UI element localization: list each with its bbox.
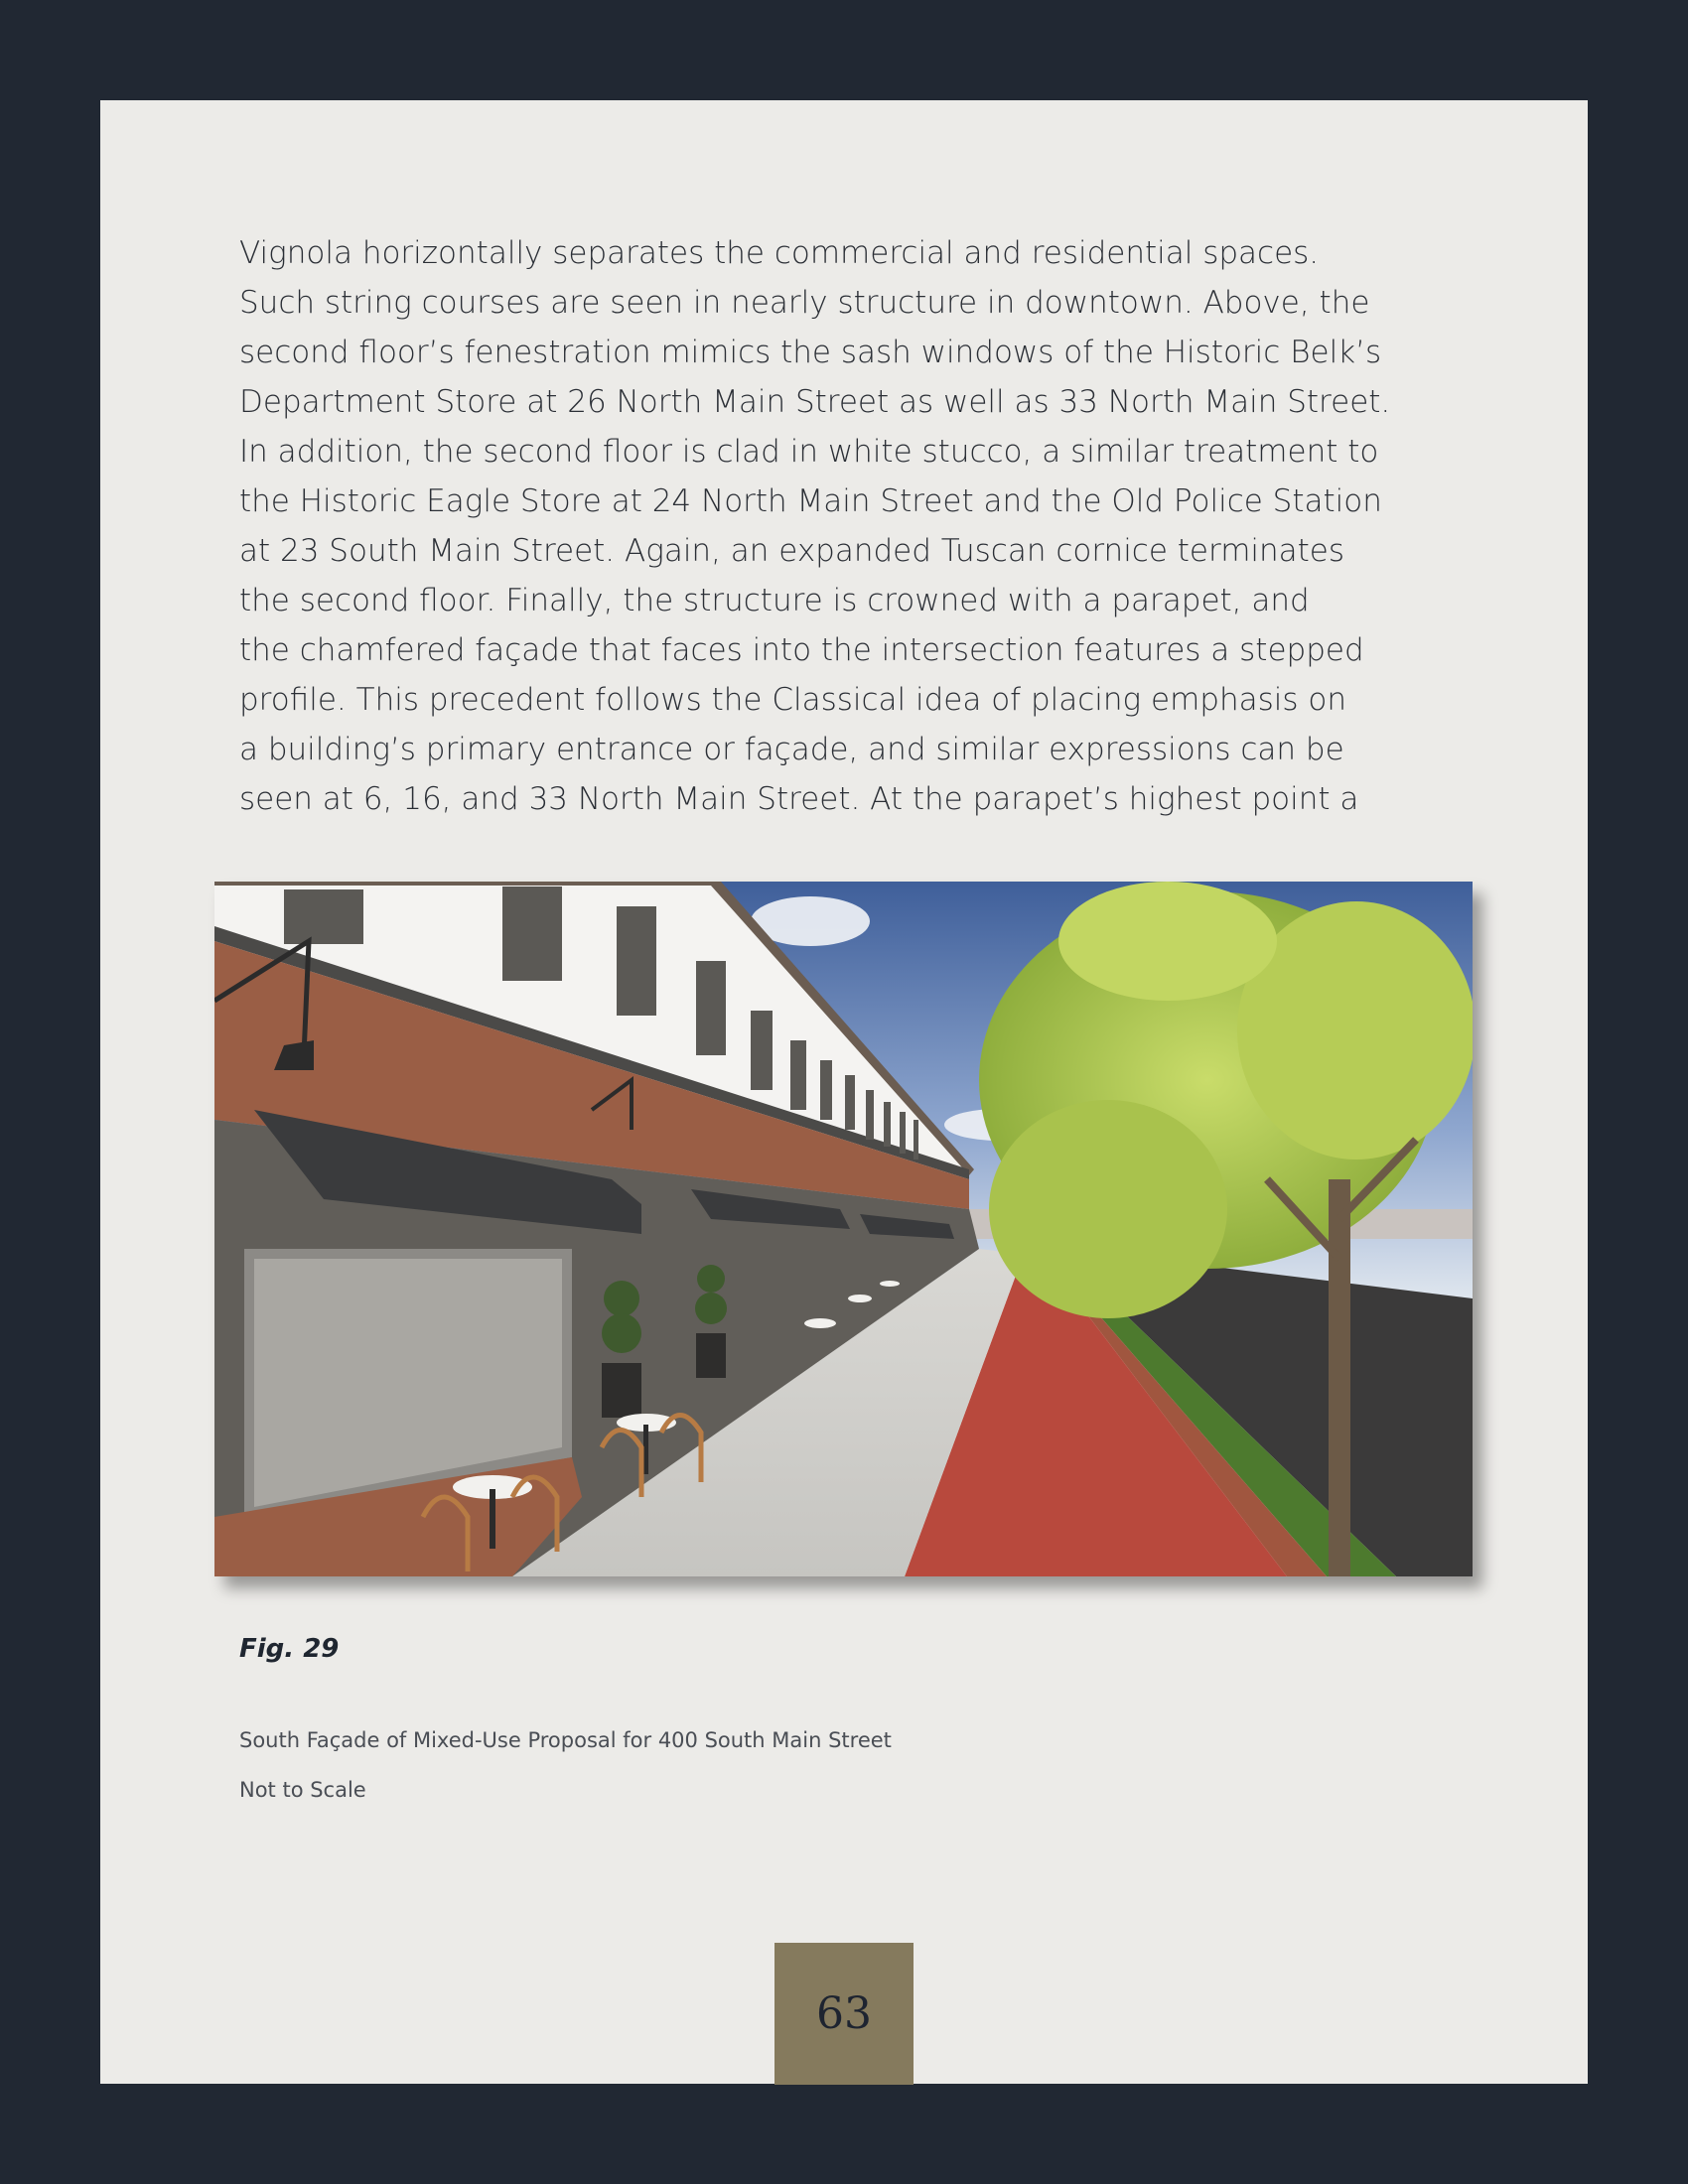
page-number: 63 bbox=[774, 1943, 914, 2085]
body-line: the second floor. Finally, the structure is crowned with a parapet, and bbox=[239, 583, 1310, 618]
body-line: seen at 6, 16, and 33 North Main Street. At the parapet’s highest point a bbox=[239, 781, 1359, 817]
caption-title: South Façade of Mixed-Use Proposal for 400 South Main Street bbox=[239, 1728, 892, 1752]
street-rendering-illustration bbox=[214, 882, 1473, 1576]
body-line: Department Store at 26 North Main Street as well as 33 North Main Street. bbox=[239, 384, 1391, 420]
figure-label: Fig. 29 bbox=[239, 1634, 340, 1664]
body-line: Vignola horizontally separates the commercial and residential spaces. bbox=[239, 235, 1320, 271]
body-line: the chamfered façade that faces into the intersection features a stepped bbox=[239, 632, 1364, 668]
body-line: at 23 South Main Street. Again, an expanded Tuscan cornice terminates bbox=[239, 533, 1345, 569]
caption-scale-note: Not to Scale bbox=[239, 1778, 366, 1802]
rendering-image bbox=[214, 882, 1473, 1576]
body-line: profile. This precedent follows the Classical idea of placing emphasis on bbox=[239, 682, 1346, 718]
body-line: a building’s primary entrance or façade, and similar expressions can be bbox=[239, 732, 1344, 767]
body-line: In addition, the second floor is clad in white stucco, a similar treatment to bbox=[239, 434, 1379, 470]
body-paragraph bbox=[239, 228, 1471, 824]
figure-caption bbox=[239, 1715, 892, 1815]
body-line: the Historic Eagle Store at 24 North Main Street and the Old Police Station bbox=[239, 483, 1382, 519]
document-page bbox=[100, 100, 1588, 2084]
body-line: second floor’s fenestration mimics the sash windows of the Historic Belk’s bbox=[239, 335, 1382, 370]
body-line: Such string courses are seen in nearly structure in downtown. Above, the bbox=[239, 285, 1370, 321]
